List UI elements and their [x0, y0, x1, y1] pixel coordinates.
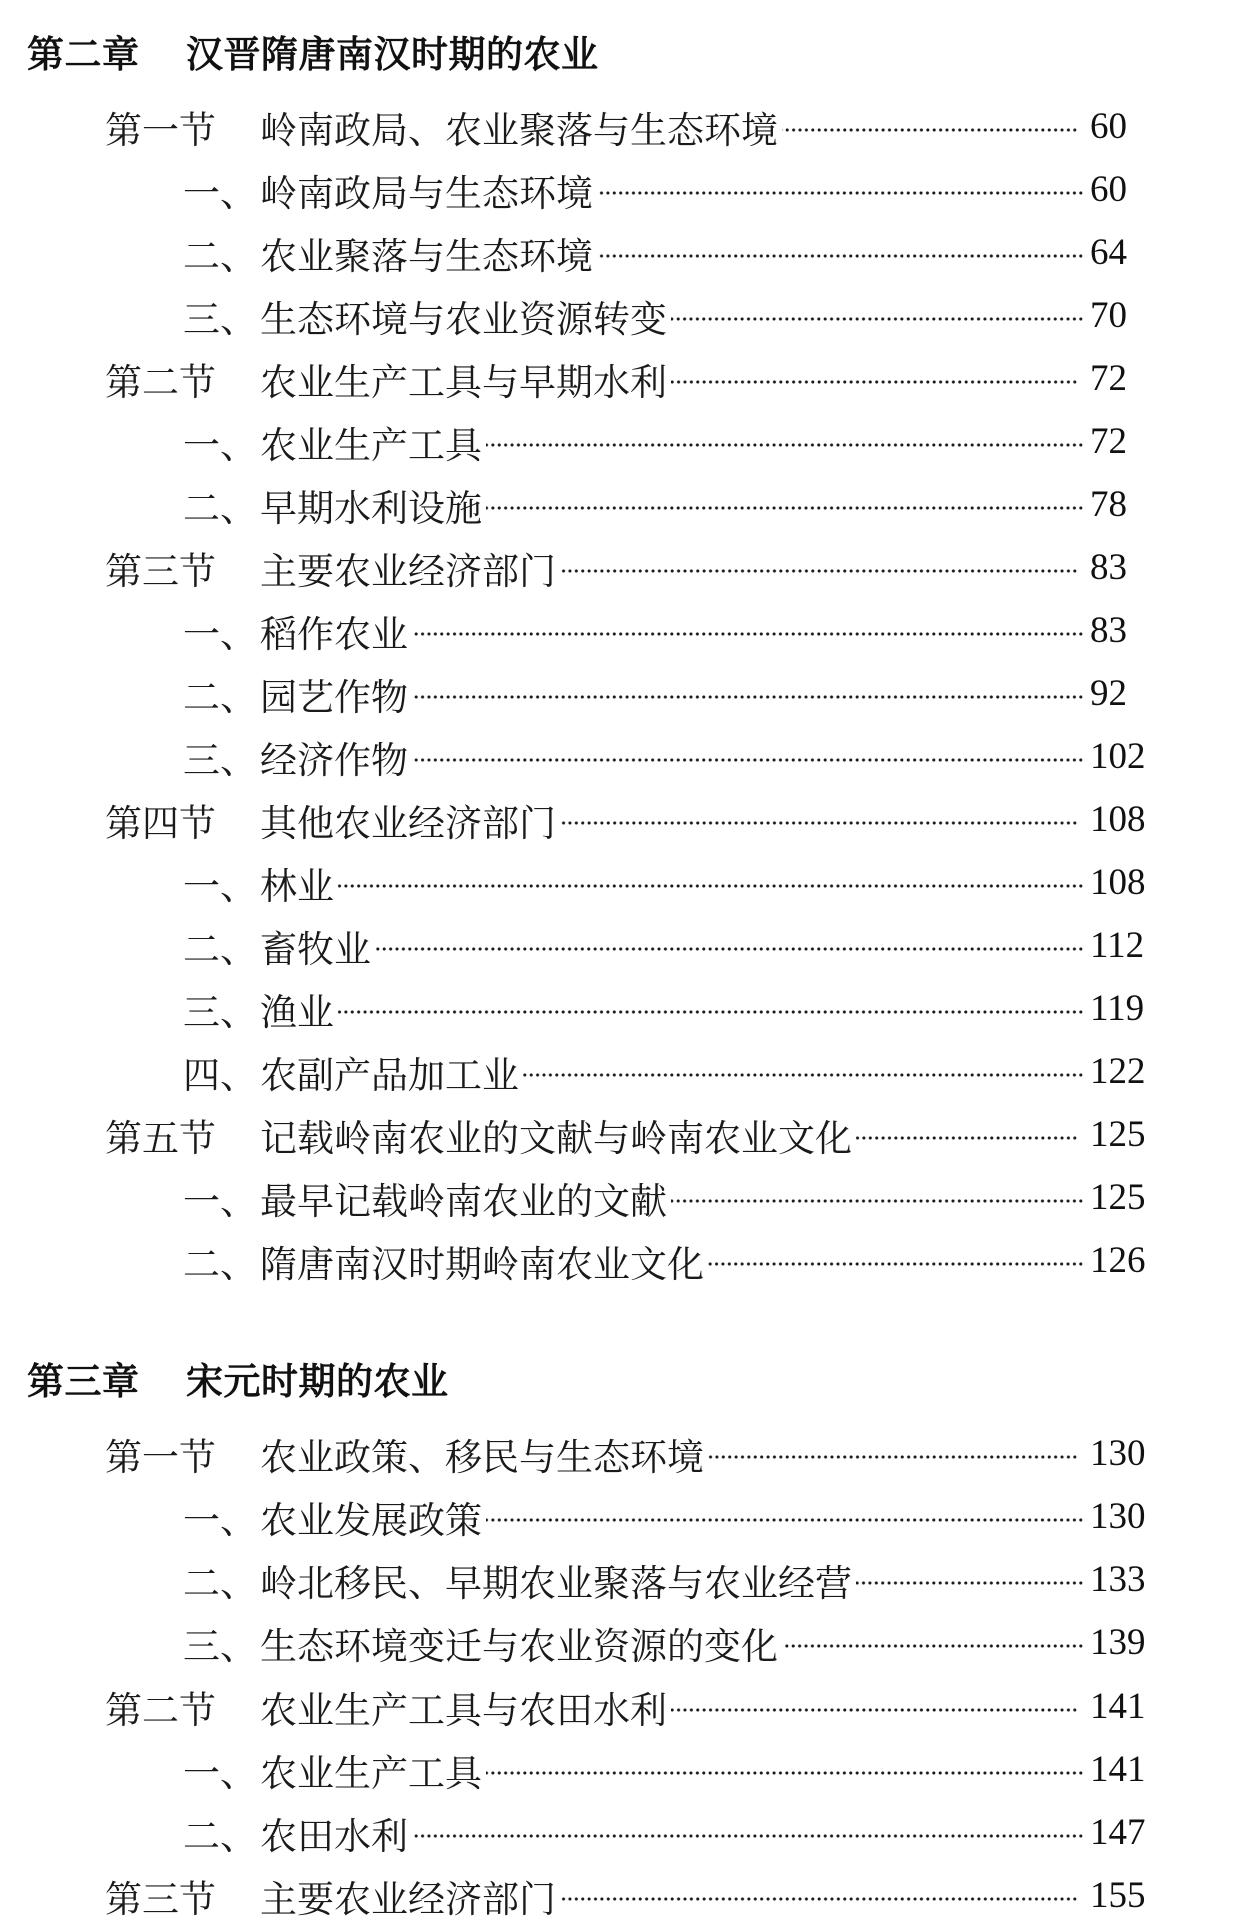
section-label: 第三节 [105, 549, 216, 593]
item-title: 早期水利设施 [260, 486, 482, 530]
item-label: 一、 [183, 1179, 257, 1223]
item-title: 农业发展政策 [260, 1498, 482, 1542]
dot-leader [486, 1517, 1084, 1523]
item-label: 三、 [183, 990, 257, 1034]
dot-leader [782, 127, 1078, 133]
item-label: 三、 [183, 297, 257, 341]
dot-leader [560, 820, 1078, 826]
dot-leader [412, 757, 1084, 763]
dot-leader [560, 568, 1078, 574]
section-label: 第二节 [105, 360, 216, 404]
toc-item-row[interactable] [0, 977, 1240, 1040]
dot-leader [523, 1072, 1084, 1078]
page-number: 83 [1090, 610, 1127, 651]
chapter-label: 第三章 [27, 1359, 140, 1403]
toc-item-row[interactable] [0, 914, 1240, 977]
dot-leader [671, 1707, 1078, 1713]
dot-leader [486, 442, 1084, 448]
toc-item-row[interactable] [0, 1040, 1240, 1103]
toc-item-row[interactable] [0, 221, 1240, 284]
item-label: 一、 [183, 612, 257, 656]
toc-item-row[interactable] [0, 599, 1240, 662]
toc-item-row[interactable] [0, 1229, 1240, 1292]
item-title: 最早记载岭南农业的文献 [260, 1179, 667, 1223]
page-number: 70 [1090, 295, 1127, 336]
item-label: 一、 [183, 1498, 257, 1542]
item-label: 一、 [183, 1751, 257, 1795]
section-title: 岭南政局、农业聚落与生态环境 [260, 108, 778, 152]
item-title: 隋唐南汉时期岭南农业文化 [260, 1242, 704, 1286]
page-number: 130 [1090, 1496, 1146, 1537]
toc-item-row[interactable] [0, 473, 1240, 536]
section-title: 其他农业经济部门 [260, 801, 556, 845]
dot-leader [486, 505, 1084, 511]
dot-leader [486, 1770, 1084, 1776]
item-label: 一、 [183, 423, 257, 467]
section-title: 农业生产工具与农田水利 [260, 1688, 667, 1732]
dot-leader [338, 883, 1084, 889]
page-number: 64 [1090, 232, 1127, 273]
section-label: 第四节 [105, 801, 216, 845]
page-number: 119 [1090, 988, 1145, 1029]
section-label: 第一节 [105, 108, 216, 152]
toc-item-row[interactable] [0, 1166, 1240, 1229]
toc-section-row[interactable] [0, 95, 1240, 158]
chapter-label: 第二章 [27, 32, 140, 76]
section-title: 农业生产工具与早期水利 [260, 360, 667, 404]
page-number: 122 [1090, 1051, 1146, 1092]
item-title: 畜牧业 [260, 927, 371, 971]
toc-section-row[interactable] [0, 1103, 1240, 1166]
page-number: 60 [1090, 169, 1127, 210]
section-label: 第二节 [105, 1688, 216, 1732]
toc-section-row[interactable] [0, 1675, 1240, 1738]
item-label: 二、 [183, 1814, 257, 1858]
dot-leader [856, 1580, 1084, 1586]
item-label: 一、 [183, 171, 257, 215]
toc-item-row[interactable] [0, 1485, 1240, 1548]
dot-leader [708, 1454, 1078, 1460]
item-label: 三、 [183, 738, 257, 782]
page-number: 147 [1090, 1812, 1146, 1853]
item-title: 岭南政局与生态环境 [260, 171, 593, 215]
page-number: 108 [1090, 862, 1146, 903]
item-title: 经济作物 [260, 738, 408, 782]
dot-leader [412, 631, 1084, 637]
item-title: 林业 [260, 864, 334, 908]
page-number: 139 [1090, 1622, 1146, 1663]
page-number: 130 [1090, 1433, 1146, 1474]
page-number: 141 [1090, 1686, 1146, 1727]
page-number: 102 [1090, 736, 1146, 777]
section-title: 农业政策、移民与生态环境 [260, 1435, 704, 1479]
dot-leader [597, 253, 1084, 259]
item-label: 二、 [183, 1561, 257, 1605]
dot-leader [338, 1009, 1084, 1015]
dot-leader [671, 379, 1078, 385]
item-title: 生态环境变迁与农业资源的变化 [260, 1624, 778, 1668]
item-label: 二、 [183, 675, 257, 719]
toc-section-row[interactable] [0, 347, 1240, 410]
page-number: 72 [1090, 421, 1127, 462]
dot-leader [412, 1833, 1084, 1839]
toc-section-row[interactable] [0, 536, 1240, 599]
page-number: 125 [1090, 1177, 1146, 1218]
item-label: 二、 [183, 927, 257, 971]
toc-item-row[interactable] [0, 851, 1240, 914]
dot-leader [671, 316, 1084, 322]
page-number: 92 [1090, 673, 1127, 714]
page-number: 78 [1090, 484, 1127, 525]
toc-item-row[interactable] [0, 1548, 1240, 1611]
toc-item-row[interactable] [0, 1738, 1240, 1801]
toc-item-row[interactable] [0, 158, 1240, 221]
page-number: 126 [1090, 1240, 1146, 1281]
item-title: 农田水利 [260, 1814, 408, 1858]
toc-item-row[interactable] [0, 410, 1240, 473]
item-title: 农副产品加工业 [260, 1053, 519, 1097]
dot-leader [597, 190, 1084, 196]
dot-leader [856, 1135, 1078, 1141]
dot-leader [708, 1261, 1084, 1267]
page-number: 60 [1090, 106, 1127, 147]
item-label: 二、 [183, 1242, 257, 1286]
dot-leader [560, 1896, 1078, 1902]
page-number: 133 [1090, 1559, 1146, 1600]
toc-section-row[interactable] [0, 788, 1240, 851]
page-number: 72 [1090, 358, 1127, 399]
dot-leader [412, 694, 1084, 700]
item-label: 四、 [183, 1053, 257, 1097]
page-number: 141 [1090, 1749, 1146, 1790]
toc-item-row[interactable] [0, 1611, 1240, 1674]
toc-section-row[interactable] [0, 1864, 1240, 1927]
dot-leader [671, 1198, 1084, 1204]
section-label: 第三节 [105, 1877, 216, 1921]
toc-item-row[interactable] [0, 662, 1240, 725]
section-title: 主要农业经济部门 [260, 1877, 556, 1921]
item-title: 稻作农业 [260, 612, 408, 656]
section-label: 第一节 [105, 1435, 216, 1479]
item-label: 二、 [183, 486, 257, 530]
item-title: 农业生产工具 [260, 1751, 482, 1795]
page-number: 125 [1090, 1114, 1146, 1155]
chapter-heading [27, 19, 599, 82]
page-number: 83 [1090, 547, 1127, 588]
dot-leader [375, 946, 1084, 952]
chapter-title: 宋元时期的农业 [186, 1359, 449, 1403]
page-number: 108 [1090, 799, 1146, 840]
item-title: 农业聚落与生态环境 [260, 234, 593, 278]
chapter-title: 汉晋隋唐南汉时期的农业 [186, 32, 599, 76]
toc-item-row[interactable] [0, 284, 1240, 347]
section-title: 主要农业经济部门 [260, 549, 556, 593]
chapter-heading [27, 1346, 449, 1409]
dot-leader [782, 1643, 1084, 1649]
item-label: 三、 [183, 1624, 257, 1668]
section-label: 第五节 [105, 1116, 216, 1160]
item-title: 岭北移民、早期农业聚落与农业经营 [260, 1561, 852, 1605]
toc-section-row[interactable] [0, 1422, 1240, 1485]
section-title: 记载岭南农业的文献与岭南农业文化 [260, 1116, 852, 1160]
item-title: 生态环境与农业资源转变 [260, 297, 667, 341]
item-title: 渔业 [260, 990, 334, 1034]
item-title: 农业生产工具 [260, 423, 482, 467]
item-title: 园艺作物 [260, 675, 408, 719]
toc-item-row[interactable] [0, 1801, 1240, 1864]
page-number: 155 [1090, 1875, 1146, 1916]
item-label: 二、 [183, 234, 257, 278]
item-label: 一、 [183, 864, 257, 908]
page-number: 112 [1090, 925, 1145, 966]
toc-item-row[interactable] [0, 725, 1240, 788]
